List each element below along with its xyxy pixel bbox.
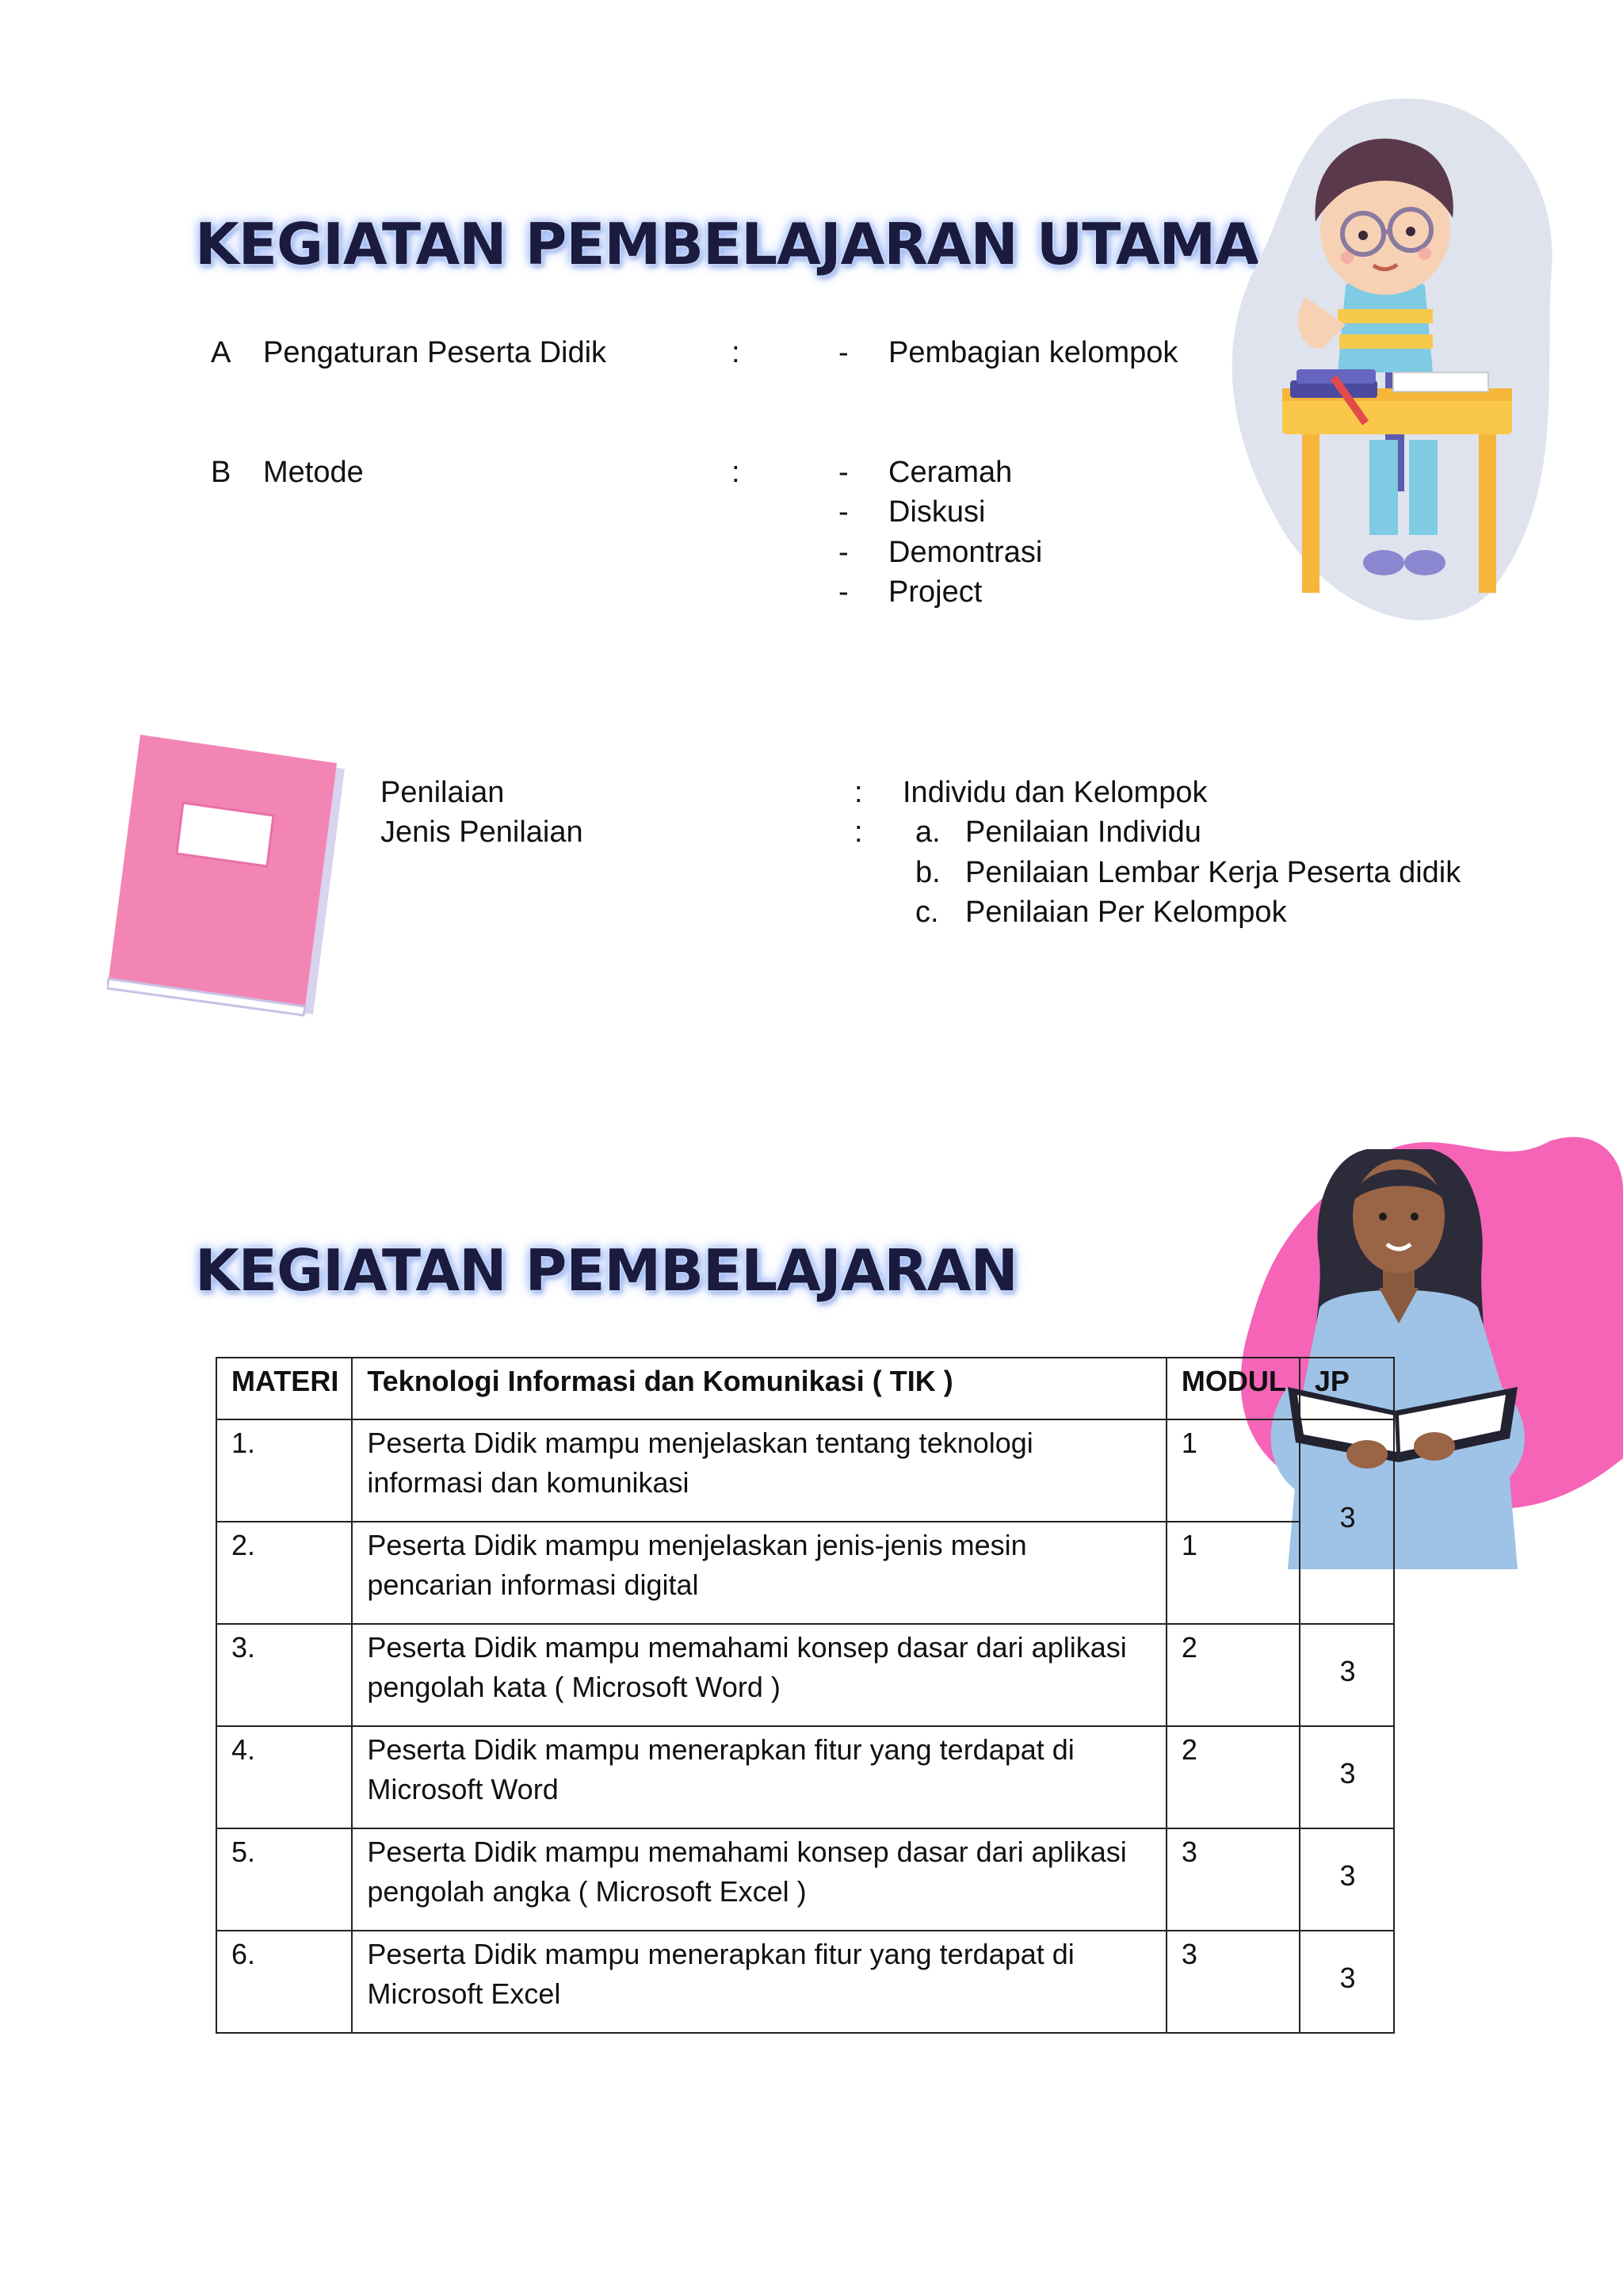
row-b-colon: : [731, 456, 740, 489]
row-description: Peserta Didik mampu menjelaskan tentang teknologi informasi dan komunikasi [352, 1419, 1167, 1522]
table-row [216, 1726, 1394, 1828]
row-a-item-1: Pembagian kelompok [888, 336, 1178, 369]
table-header-row [216, 1358, 1394, 1419]
penilaian-colon: : [854, 776, 863, 809]
student-at-desk-illustration [1227, 87, 1568, 634]
metode-dash-1: - [838, 456, 849, 489]
row-number: 6. [216, 1931, 352, 2033]
row-number: 4. [216, 1726, 352, 1828]
row-number: 1. [216, 1419, 352, 1522]
row-description: Peserta Didik mampu memahami konsep dasar dari aplikasi pengolah angka ( Microsoft Excel ) [352, 1828, 1167, 1931]
header-materi: MATERI [216, 1358, 352, 1419]
row-modul: 1 [1167, 1522, 1300, 1624]
penilaian-value: Individu dan Kelompok [903, 776, 1208, 809]
row-a-key: A [211, 336, 231, 369]
table-row [216, 1522, 1394, 1624]
row-jp: 3 [1300, 1726, 1394, 1828]
row-jp: 3 [1300, 1828, 1394, 1931]
row-b-key: B [211, 456, 231, 489]
section2-heading: KEGIATAN PEMBELAJARAN [195, 1237, 1018, 1304]
row-jp: 3 [1300, 1419, 1394, 1624]
row-description: Peserta Didik mampu menerapkan fitur yang terdapat di Microsoft Word [352, 1726, 1167, 1828]
row-a-colon: : [731, 336, 740, 369]
table-row [216, 1624, 1394, 1726]
materi-table [216, 1357, 1395, 2034]
row-modul: 3 [1167, 1931, 1300, 2033]
row-b-label: Metode [263, 456, 364, 489]
row-a-dash: - [838, 336, 849, 369]
table-row [216, 1931, 1394, 2033]
metode-dash-3: - [838, 536, 849, 569]
row-modul: 1 [1167, 1419, 1300, 1522]
table-row [216, 1828, 1394, 1931]
metode-item-ceramah: Ceramah [888, 456, 1013, 489]
row-description: Peserta Didik mampu memahami konsep dasar dari aplikasi pengolah kata ( Microsoft Word ) [352, 1624, 1167, 1726]
metode-item-demontrasi: Demontrasi [888, 536, 1043, 569]
header-jp: JP [1300, 1358, 1394, 1419]
metode-item-project: Project [888, 575, 983, 609]
penilaian-label: Penilaian [380, 776, 505, 809]
pink-book-icon [107, 733, 353, 1018]
row-number: 3. [216, 1624, 352, 1726]
header-modul: MODUL [1167, 1358, 1300, 1419]
row-description: Peserta Didik mampu menerapkan fitur yang terdapat di Microsoft Excel [352, 1931, 1167, 2033]
row-number: 5. [216, 1828, 352, 1931]
row-a-label: Pengaturan Peserta Didik [263, 336, 607, 369]
row-description: Peserta Didik mampu menjelaskan jenis-jenis mesin pencarian informasi digital [352, 1522, 1167, 1624]
jenis-item-c: Penilaian Per Kelompok [965, 896, 1287, 929]
jenis-item-b: Penilaian Lembar Kerja Peserta didik [965, 856, 1461, 889]
section1-heading: KEGIATAN PEMBELAJARAN UTAMA [195, 211, 1258, 277]
row-modul: 2 [1167, 1624, 1300, 1726]
jenis-marker-b: b. [915, 856, 941, 889]
row-jp: 3 [1300, 1931, 1394, 2033]
jenis-marker-c: c. [915, 896, 939, 929]
row-number: 2. [216, 1522, 352, 1624]
row-modul: 2 [1167, 1726, 1300, 1828]
metode-dash-4: - [838, 575, 849, 609]
jenis-item-a: Penilaian Individu [965, 816, 1201, 849]
metode-dash-2: - [838, 495, 849, 529]
metode-item-diskusi: Diskusi [888, 495, 986, 529]
row-modul: 3 [1167, 1828, 1300, 1931]
jenis-penilaian-label: Jenis Penilaian [380, 816, 583, 849]
jenis-penilaian-colon: : [854, 816, 863, 849]
row-jp: 3 [1300, 1624, 1394, 1726]
table-row [216, 1419, 1394, 1522]
jenis-marker-a: a. [915, 816, 941, 849]
header-subject: Teknologi Informasi dan Komunikasi ( TIK ) [352, 1358, 1167, 1419]
